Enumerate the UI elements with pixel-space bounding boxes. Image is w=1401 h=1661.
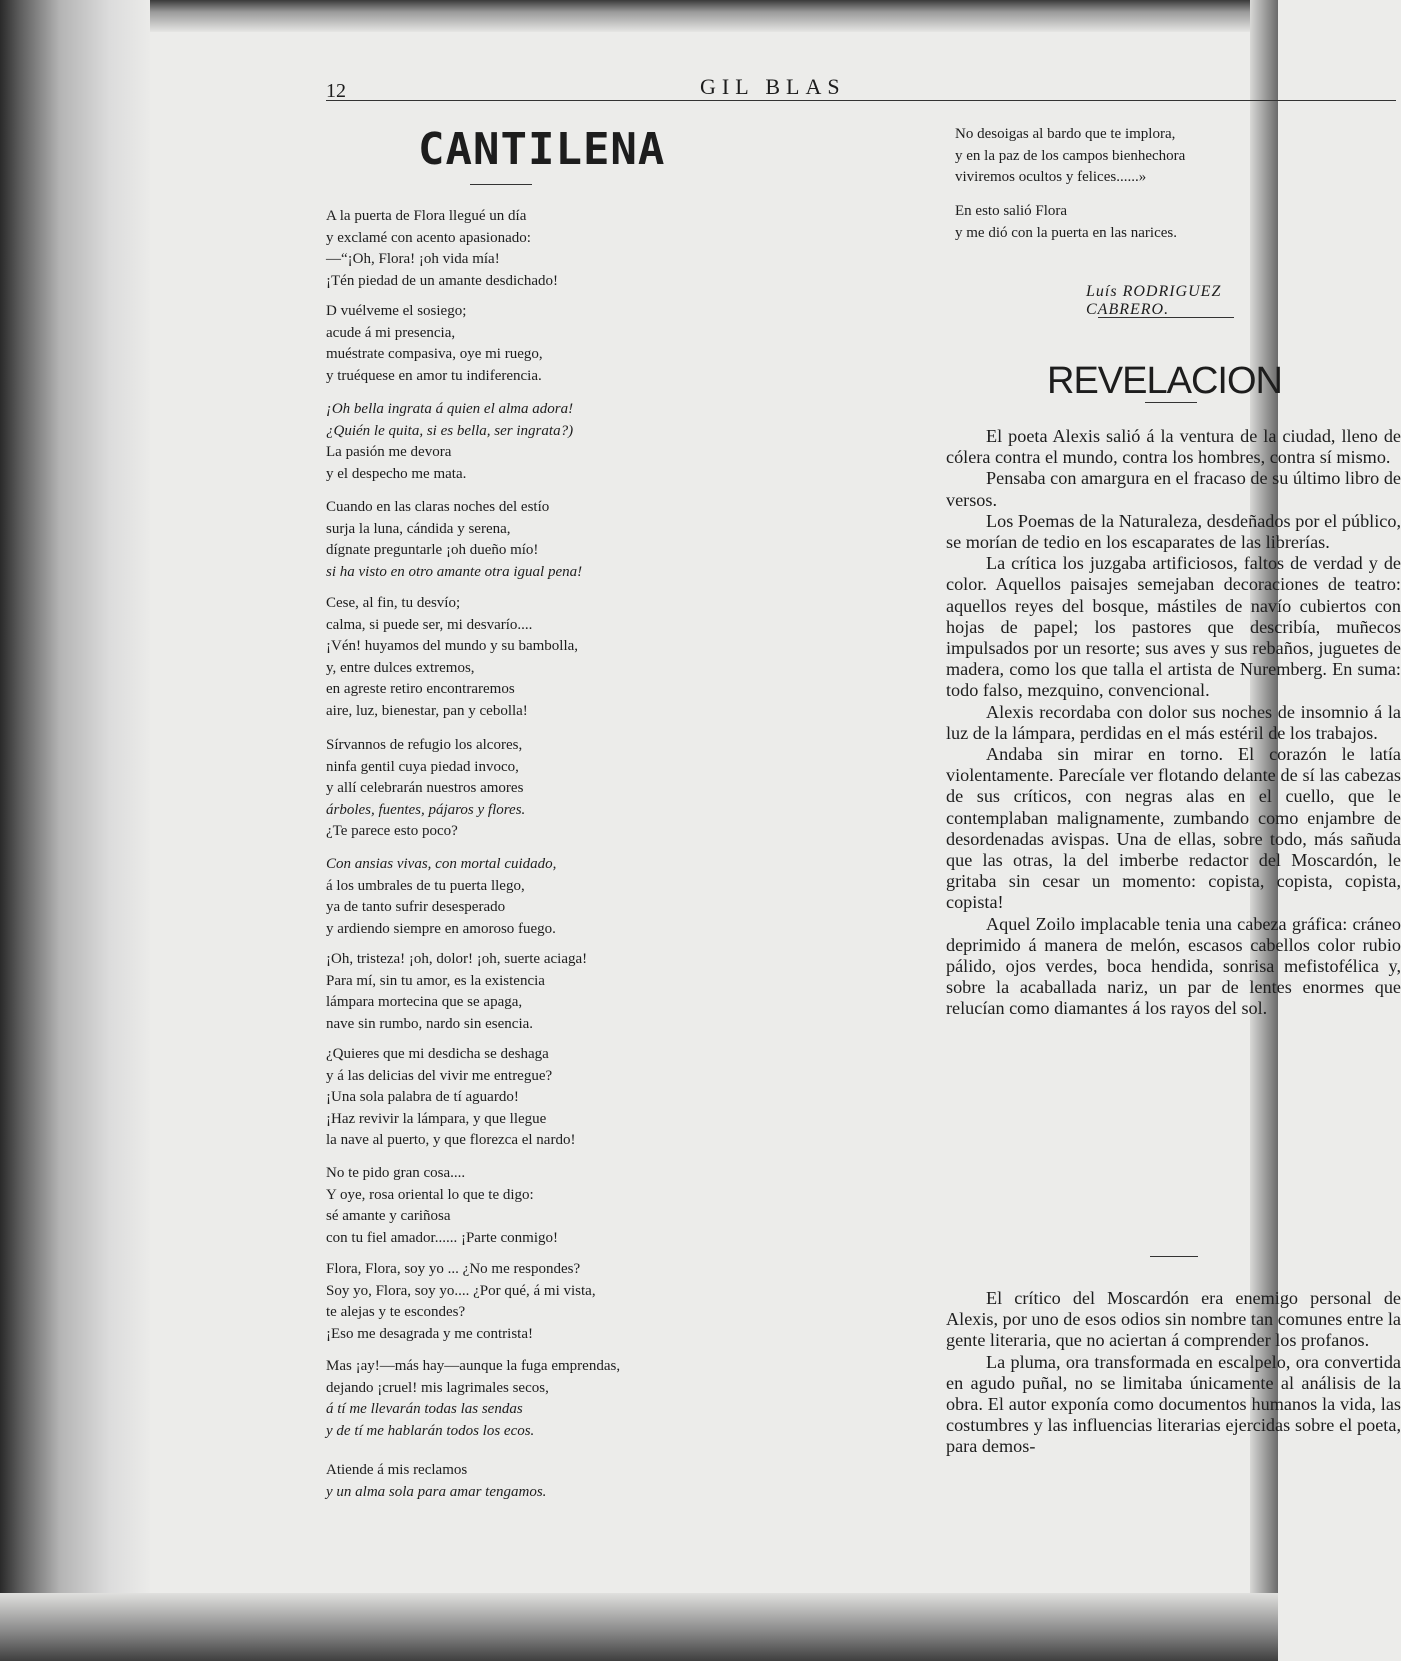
verse-line: Y oye, rosa oriental lo que te digo: — [326, 1186, 534, 1203]
article-body-part-2 — [946, 1288, 1401, 1458]
stanza-11 — [326, 1259, 786, 1345]
stanza-7 — [326, 854, 786, 940]
poem-ending — [955, 201, 1400, 244]
stanza-2 — [326, 301, 786, 387]
verse-line: aire, luz, bienestar, pan y cebolla! — [326, 702, 528, 719]
verse-line: ¡Una sola palabra de tí aguardo! — [326, 1089, 519, 1105]
verse-line: No te pido gran cosa.... — [326, 1165, 466, 1181]
verse-line: A la puerta de Flora llegué un día — [326, 208, 527, 224]
stanza-3 — [326, 399, 786, 485]
paragraph: La crítica los juzgaba artificiosos, faltos de verdad y de color. Aquellos paisajes semejaban decoraciones de teatro: aquellos reyes del bosque, mástiles de navío cubiertos con hojas de papel; los pastores que describía, muñecos impulsados por un resorte; sus aves y sus rebaños, juguetes de madera, como los que talla el artista de Nuremberg. En suma: todo falso, mezquino, convencional. — [946, 553, 1401, 701]
stanza-1 — [326, 206, 786, 292]
verse-line: Sírvannos de refugio los alcores, — [326, 737, 523, 753]
paragraph: Alexis recordaba con dolor sus noches de insomnio á la luz de la lámpara, perdidas en el más estéril de los trabajos. — [946, 701, 1401, 743]
verse-line: si ha visto en otro amante otra igual pena! — [326, 563, 583, 580]
verse-line: ya de tanto sufrir desesperado — [326, 899, 506, 915]
verse-line: Para mí, sin tu amor, es la existencia — [326, 972, 545, 989]
paragraph: El poeta Alexis salió á la ventura de la ciudad, lleno de cólera contra el mundo, contra los hombres, contra sí mismo. — [946, 426, 1401, 468]
article-title: REVELACION — [1047, 360, 1282, 402]
verse-line: te alejas y te escondes? — [326, 1304, 466, 1320]
verse-line: Cuando en las claras noches del estío — [326, 499, 550, 515]
verse-line: Cese, al fin, tu desvío; — [326, 595, 461, 611]
magazine-page — [150, 28, 1401, 1598]
verse-line: y ardiendo siempre en amoroso fuego. — [326, 920, 556, 937]
stanza-5 — [326, 593, 786, 722]
verse-line: árboles, fuentes, pájaros y flores. — [326, 801, 526, 818]
verse-line: nave sin rumbo, nardo sin esencia. — [326, 1015, 534, 1032]
poem-author: Luís RODRIGUEZ CABRERO. — [1086, 283, 1222, 318]
verse-line: surja la luna, cándida y serena, — [326, 520, 511, 537]
verse-line: —“¡Oh, Flora! ¡oh vida mía! — [326, 251, 500, 267]
stanza-13 — [326, 1460, 786, 1503]
verse-line: Flora, Flora, soy yo ... ¿No me respondes? — [326, 1261, 581, 1277]
verse-line: La pasión me devora — [326, 444, 452, 460]
page-number: 12 — [326, 80, 346, 102]
scan-bottom-edge — [0, 1593, 1278, 1661]
verse-line: ¡Oh, tristeza! ¡oh, dolor! ¡oh, suerte aciaga! — [326, 951, 588, 967]
stanza-9 — [326, 1044, 786, 1152]
verse-line: y, entre dulces extremos, — [326, 659, 475, 676]
verse-line: en agreste retiro encontraremos — [326, 681, 515, 697]
paragraph: Pensaba con amargura en el fracaso de su último libro de versos. — [946, 468, 1401, 510]
verse-line: y exclamé con acento apasionado: — [326, 229, 531, 246]
section-rule — [1150, 1256, 1198, 1257]
poem-continuation — [955, 124, 1400, 189]
verse-line: y truéquese en amor tu indiferencia. — [326, 367, 542, 384]
article-body-part-1 — [946, 426, 1401, 1020]
verse-line: En esto salió Flora — [955, 203, 1068, 219]
stanza-4 — [326, 497, 786, 583]
stanza-12 — [326, 1356, 786, 1442]
verse-line: Soy yo, Flora, soy yo.... ¿Por qué, á mi vista, — [326, 1282, 596, 1299]
verse-line: lámpara mortecina que se apaga, — [326, 994, 523, 1010]
verse-line: calma, si puede ser, mi desvarío.... — [326, 616, 533, 633]
verse-line: D vuélveme el sosiego; — [326, 303, 467, 319]
verse-line: acude á mi presencia, — [326, 324, 456, 341]
verse-line: No desoigas al bardo que te implora, — [955, 126, 1176, 142]
verse-line: ¡Tén piedad de un amante desdichado! — [326, 272, 558, 289]
paragraph: La pluma, ora transformada en escalpelo, ora convertida en agudo puñal, no se limitaba únicamente al análisis de la obra. El autor exponía como documentos humanos la vida, las costumbres y las influencias literarias ejercidas sobre el poeta, para demos- — [946, 1351, 1401, 1457]
header-rule — [326, 100, 1396, 101]
verse-line: y allí celebrarán nuestros amores — [326, 780, 524, 796]
verse-line: y un alma sola para amar tengamos. — [326, 1483, 547, 1500]
verse-line: ¿Quién le quita, si es bella, ser ingrata?) — [326, 422, 574, 439]
verse-line: ¿Quieres que mi desdicha se deshaga — [326, 1046, 549, 1062]
verse-line: y el despecho me mata. — [326, 465, 467, 482]
verse-line: Con ansias vivas, con mortal cuidado, — [326, 856, 557, 872]
title-rule — [470, 184, 532, 185]
title-rule — [1145, 402, 1197, 403]
verse-line: á los umbrales de tu puerta llego, — [326, 877, 525, 894]
scan-binding-shadow — [0, 0, 150, 1661]
verse-line: dejando ¡cruel! mis lagrimales secos, — [326, 1379, 549, 1396]
paragraph: Andaba sin mirar en torno. El corazón le latía violentamente. Parecíale ver flotando delante de sí las cabezas de sus críticos, con negras alas en el cuello, que le contemplaban malignamente, zumbando como enjambre de desordenadas avispas. Una de ellas, sobre todo, más sañuda que las otras, la del imberbe redactor del Moscardón, le gritaba sin cesar un momento: copista, copista, copista, copista! — [946, 744, 1401, 913]
paragraph: Los Poemas de la Naturaleza, desdeñados por el público, se morían de tedio en los escaparates de las librerías. — [946, 510, 1401, 553]
section-rule — [1098, 317, 1234, 318]
verse-line: con tu fiel amador...... ¡Parte conmigo! — [326, 1229, 559, 1246]
verse-line: ¡Haz revivir la lámpara, y que llegue — [326, 1110, 547, 1127]
verse-line: Mas ¡ay!—más hay—aunque la fuga emprendas, — [326, 1358, 621, 1374]
verse-line: dígnate preguntarle ¡oh dueño mío! — [326, 542, 539, 558]
poem-title: CANTILENA — [418, 124, 666, 175]
running-header: GIL BLAS — [700, 74, 846, 99]
verse-line: ¡Vén! huyamos del mundo y su bambolla, — [326, 638, 579, 654]
stanza-8 — [326, 949, 786, 1035]
verse-line: y de tí me hablarán todos los ecos. — [326, 1422, 535, 1439]
verse-line: y á las delicias del vivir me entregue? — [326, 1067, 553, 1084]
verse-line: y me dió con la puerta en las narices. — [955, 224, 1177, 241]
stanza-6 — [326, 735, 786, 843]
paragraph: El crítico del Moscardón era enemigo personal de Alexis, por uno de esos odios sin nombre tan comunes entre la gente literaria, que no aciertan á comprender los profanos. — [946, 1288, 1401, 1351]
verse-line: ninfa gentil cuya piedad invoco, — [326, 758, 519, 775]
verse-line: ¡Eso me desagrada y me contrista! — [326, 1325, 534, 1342]
verse-line: y en la paz de los campos bienhechora — [955, 147, 1186, 164]
verse-line: ¿Te parece esto poco? — [326, 823, 458, 839]
verse-line: ¡Oh bella ingrata á quien el alma adora! — [326, 401, 574, 417]
verse-line: á tí me llevarán todas las sendas — [326, 1401, 523, 1417]
verse-line: Atiende á mis reclamos — [326, 1462, 468, 1478]
verse-line: muéstrate compasiva, oye mi ruego, — [326, 346, 543, 362]
stanza-10 — [326, 1163, 786, 1249]
verse-line: la nave al puerto, y que florezca el nardo! — [326, 1132, 576, 1148]
verse-line: viviremos ocultos y felices......» — [955, 169, 1147, 185]
verse-line: sé amante y cariñosa — [326, 1208, 451, 1224]
paragraph: Aquel Zoilo implacable tenia una cabeza gráfica: cráneo deprimido á manera de melón, escasos cabellos color rubio pálido, ojos verdes, boca hendida, sonrisa mefistofélica y, sobre la acaballada nariz, un par de lentes enormes que relucían como diamantes á los rayos del sol. — [946, 913, 1401, 1019]
